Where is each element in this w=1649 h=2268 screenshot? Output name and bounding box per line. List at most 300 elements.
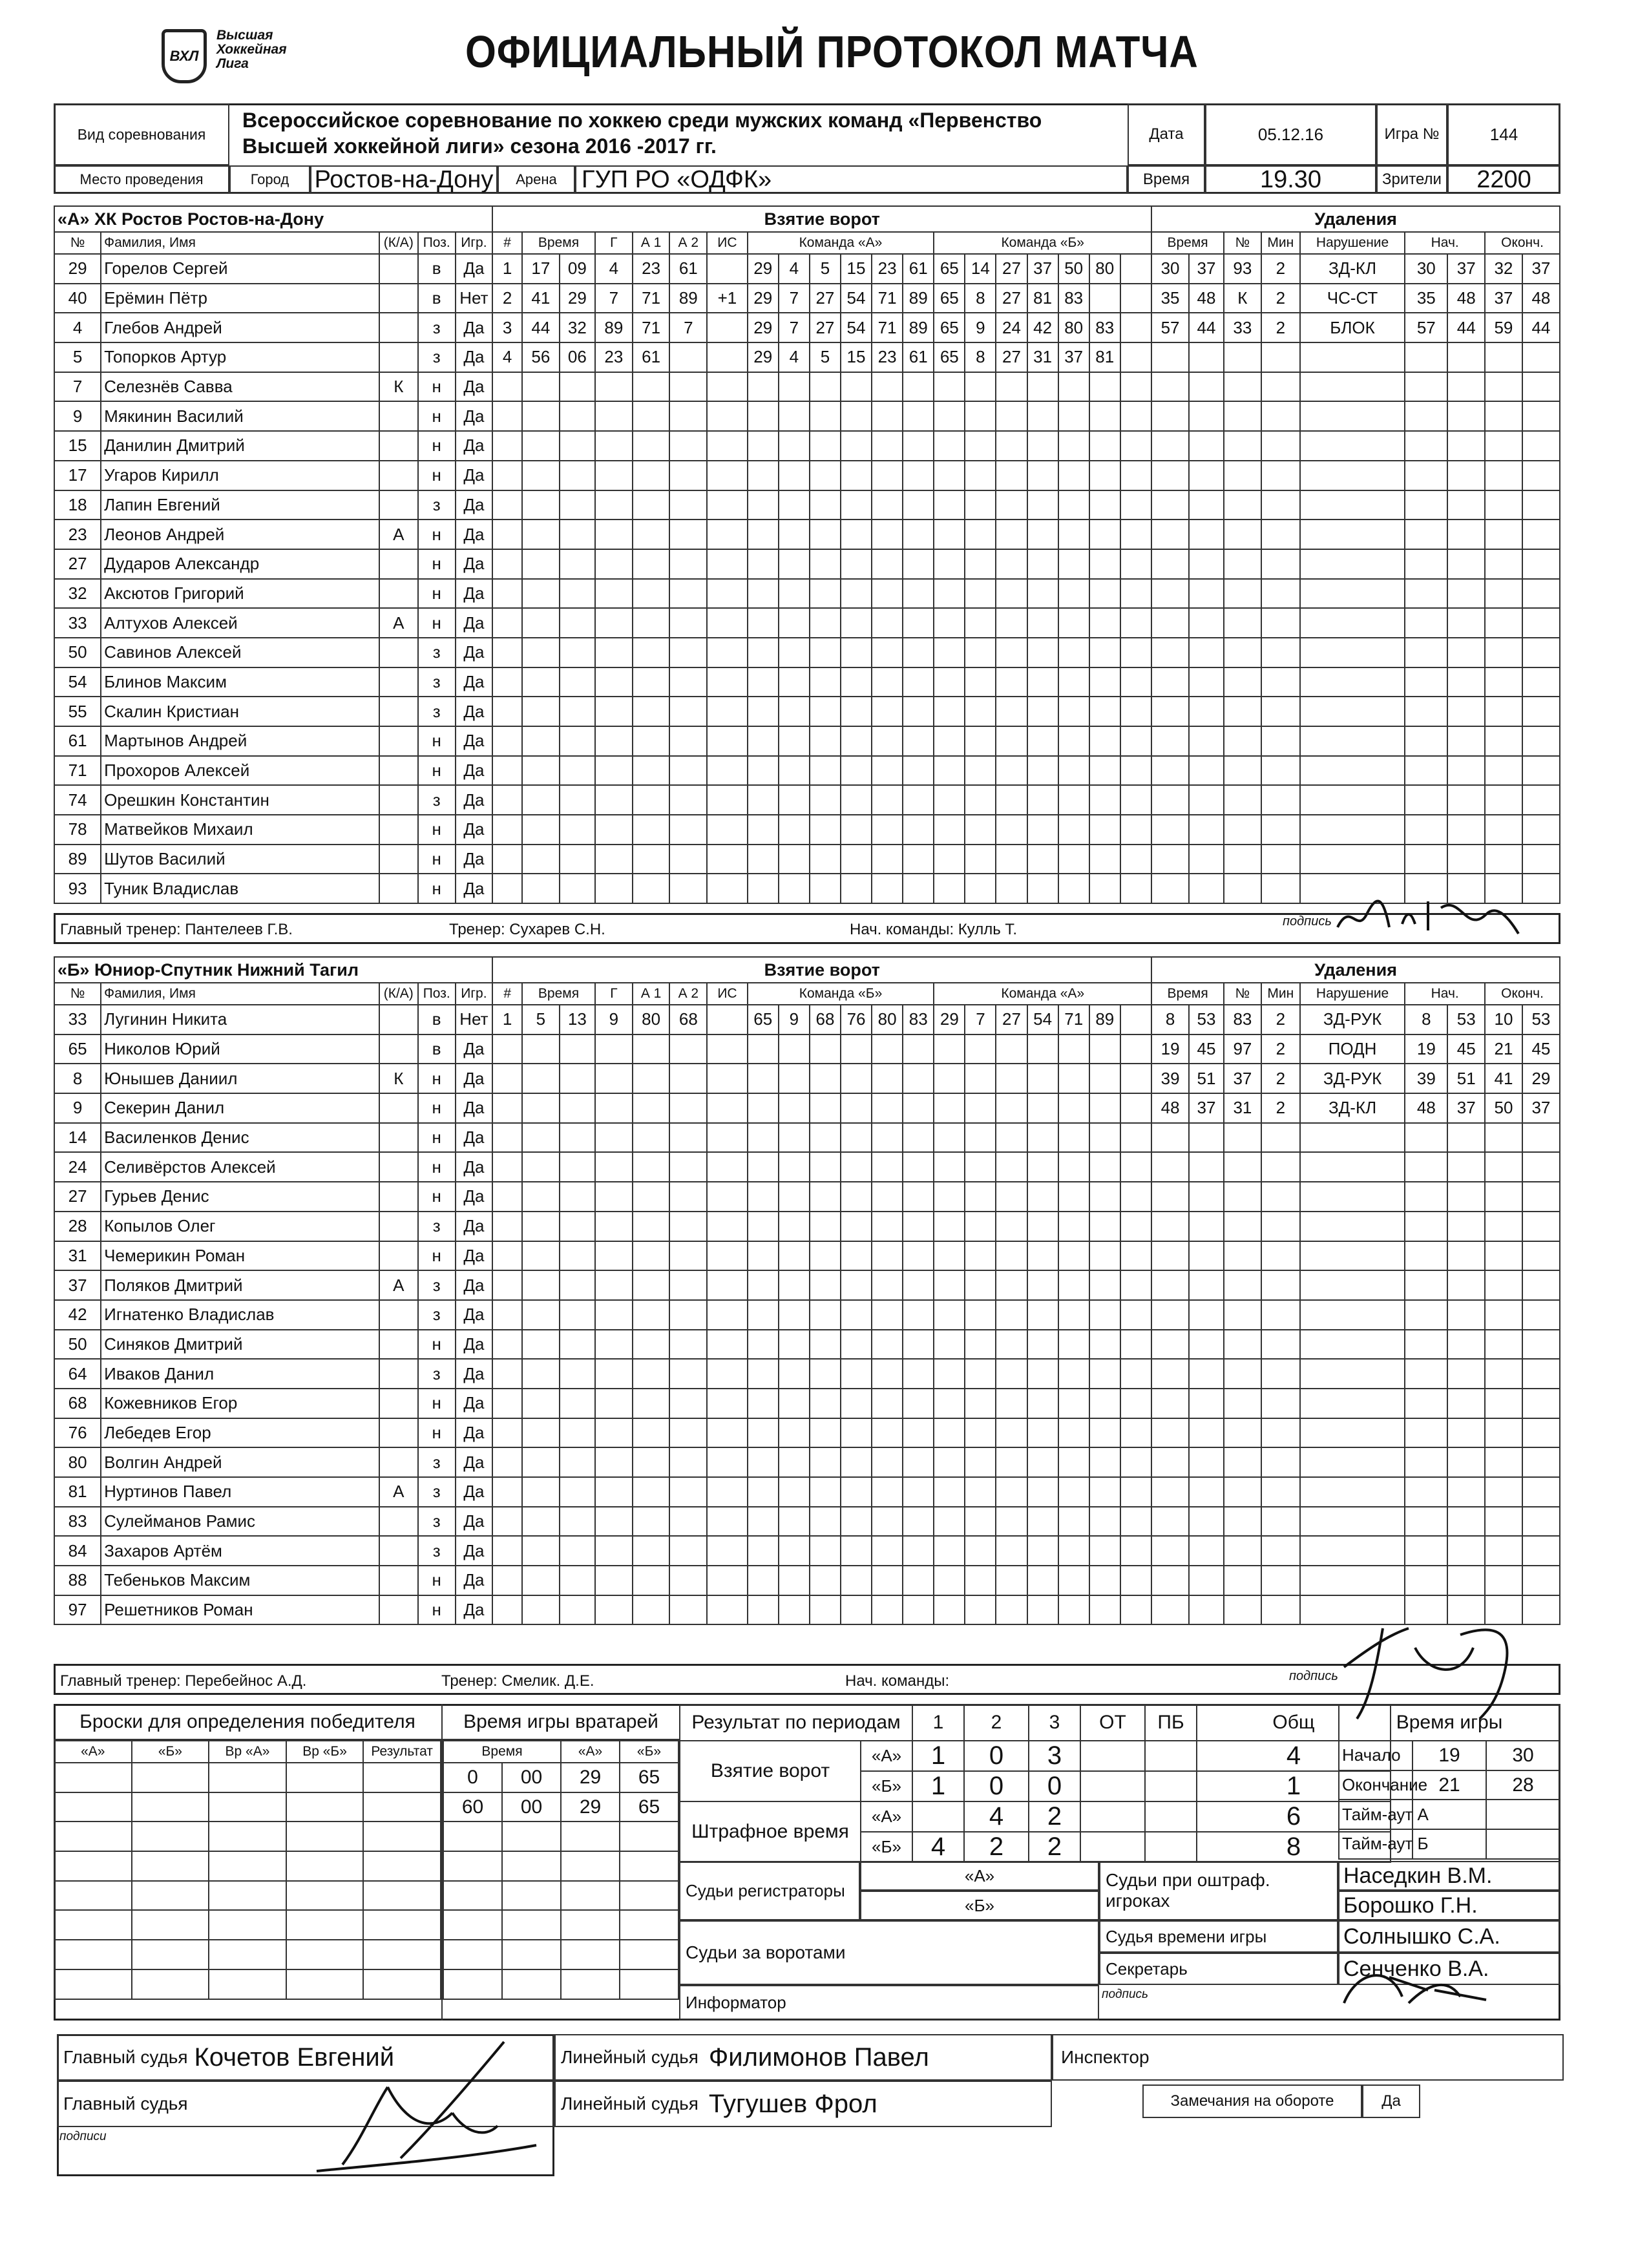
empty-cell [872, 431, 903, 461]
empty-cell [1224, 401, 1261, 431]
table-row [54, 1093, 1560, 1123]
empty-cell [1300, 490, 1405, 520]
player-role [379, 461, 418, 490]
empty-cell [1261, 697, 1300, 726]
empty-cell [1151, 372, 1189, 402]
goalie-cell [620, 1822, 678, 1851]
empty-cell [633, 845, 670, 874]
empty-cell [934, 401, 965, 431]
empty-cell [1405, 1212, 1447, 1241]
period-team: «А» [861, 1741, 912, 1771]
empty-cell [1089, 1300, 1120, 1330]
empty-cell [1224, 874, 1261, 903]
empty-cell [965, 1241, 996, 1271]
game-time-title: Время игры [1339, 1705, 1560, 1741]
empty-cell [1261, 490, 1300, 520]
empty-cell [1027, 608, 1058, 638]
penalty-cell: 51 [1447, 1064, 1485, 1093]
player-name: Глебов Андрей [101, 313, 379, 342]
table-row [54, 1389, 1560, 1418]
empty-cell [1089, 697, 1120, 726]
empty-cell [522, 608, 560, 638]
empty-cell [1224, 1477, 1261, 1507]
player-position: з [418, 697, 456, 726]
empty-cell [633, 874, 670, 903]
empty-cell [1027, 785, 1058, 815]
empty-cell [1151, 461, 1189, 490]
empty-cell [1189, 874, 1224, 903]
empty-cell [996, 1270, 1027, 1300]
goalie-cell [443, 1822, 502, 1851]
empty-cell [560, 1034, 595, 1064]
goal-number: 1 [492, 1005, 522, 1034]
empty-cell [363, 1969, 441, 1999]
empty-cell [1120, 1152, 1151, 1182]
empty-cell [1300, 638, 1405, 667]
empty-cell [1261, 756, 1300, 786]
onice-own: 9 [779, 1005, 810, 1034]
empty-cell [810, 667, 841, 697]
empty-cell [1120, 1300, 1151, 1330]
empty-cell [707, 1270, 748, 1300]
empty-cell [903, 1034, 934, 1064]
empty-cell [1447, 608, 1485, 638]
empty-cell [1027, 1152, 1058, 1182]
empty-cell [903, 845, 934, 874]
empty-cell [1522, 1300, 1560, 1330]
player-position: н [418, 1389, 456, 1418]
player-played: Нет [456, 284, 493, 313]
empty-cell [1189, 1123, 1224, 1153]
penalty-cell: 93 [1224, 254, 1261, 284]
empty-cell [209, 1910, 286, 1940]
player-position: з [418, 490, 456, 520]
empty-cell [1027, 549, 1058, 579]
empty-cell [522, 815, 560, 845]
onice-own: 23 [872, 254, 903, 284]
empty-cell [841, 1477, 872, 1507]
empty-cell [965, 785, 996, 815]
empty-cell [1405, 1507, 1447, 1537]
empty-cell [633, 815, 670, 845]
empty-cell [1058, 1093, 1089, 1123]
goalie-cell: 60 [443, 1792, 502, 1822]
period-value: 6 [1197, 1801, 1391, 1832]
empty-cell [1151, 667, 1189, 697]
empty-cell [1120, 1359, 1151, 1389]
secretary-name: Сенченко В.А. [1338, 1953, 1560, 1985]
table-row [680, 1801, 1391, 1832]
period-value: 0 [1029, 1771, 1080, 1801]
goalie-table [443, 1740, 679, 2000]
empty-cell [492, 1477, 522, 1507]
empty-cell [1027, 431, 1058, 461]
player-role [379, 1152, 418, 1182]
empty-cell [522, 874, 560, 903]
col-no: № [54, 232, 101, 254]
empty-cell [492, 579, 522, 609]
col-played: Игр. [456, 983, 493, 1005]
empty-cell [934, 1566, 965, 1595]
empty-cell [934, 608, 965, 638]
empty-cell [492, 1536, 522, 1566]
empty-cell [492, 461, 522, 490]
empty-cell [1120, 1270, 1151, 1300]
empty-cell [1300, 726, 1405, 756]
empty-cell [841, 1389, 872, 1418]
player-position: н [418, 1182, 456, 1212]
empty-cell [707, 1447, 748, 1477]
end-label: Окончание [1339, 1770, 1413, 1800]
empty-cell [492, 1507, 522, 1537]
empty-cell [595, 1182, 633, 1212]
empty-cell [1522, 1418, 1560, 1448]
empty-cell [748, 1418, 779, 1448]
empty-cell [1089, 1359, 1120, 1389]
empty-cell [633, 1389, 670, 1418]
empty-cell [1089, 401, 1120, 431]
empty-cell [1261, 667, 1300, 697]
empty-cell [810, 845, 841, 874]
empty-cell [1485, 1359, 1522, 1389]
empty-cell [1485, 1182, 1522, 1212]
table-row [54, 431, 1560, 461]
empty-cell [209, 1851, 286, 1881]
empty-cell [669, 1330, 707, 1360]
col-ka: (К/А) [379, 983, 418, 1005]
onice-opp: 50 [1058, 254, 1089, 284]
empty-cell [1485, 1418, 1522, 1448]
empty-cell [595, 845, 633, 874]
player-played: Да [456, 1477, 493, 1507]
empty-cell [522, 1477, 560, 1507]
empty-cell [707, 756, 748, 786]
penalty-cell: 29 [1522, 1064, 1560, 1093]
period-col: Общ [1197, 1705, 1391, 1741]
player-played: Да [456, 549, 493, 579]
player-role [379, 785, 418, 815]
empty-cell [1300, 1507, 1405, 1537]
goalie-block [441, 1704, 679, 2021]
empty-cell [1522, 1447, 1560, 1477]
onice-own: 89 [903, 284, 934, 313]
empty-cell [1485, 520, 1522, 549]
col-pen-start: Нач. [1405, 983, 1485, 1005]
onice-opp [1089, 284, 1120, 313]
player-role [379, 1595, 418, 1625]
empty-cell [903, 1182, 934, 1212]
goalie-cell: 00 [502, 1763, 561, 1792]
team-a-table [54, 205, 1560, 904]
empty-cell [707, 1093, 748, 1123]
empty-cell [522, 1507, 560, 1537]
penalty-cell: 37 [1522, 254, 1560, 284]
penalty-cell: 83 [1224, 1005, 1261, 1034]
period-value [1145, 1801, 1197, 1832]
empty-cell [872, 1330, 903, 1360]
player-position: з [418, 1300, 456, 1330]
penalty-cell: 39 [1151, 1064, 1189, 1093]
league-logo: ВХЛ [162, 29, 207, 83]
penalty-cell: ЗД-КЛ [1300, 254, 1405, 284]
empty-cell [1058, 461, 1089, 490]
player-number: 33 [54, 608, 101, 638]
player-played: Да [456, 874, 493, 903]
empty-cell [560, 1536, 595, 1566]
empty-cell [1261, 549, 1300, 579]
empty-cell [492, 1359, 522, 1389]
player-position: н [418, 608, 456, 638]
empty-cell [1300, 461, 1405, 490]
empty-cell [1522, 1241, 1560, 1271]
player-number: 65 [54, 1034, 101, 1064]
empty-cell [1151, 1182, 1189, 1212]
empty-cell [934, 667, 965, 697]
team-b-signature-label: подпись [1289, 1669, 1338, 1683]
table-row [54, 313, 1560, 342]
empty-cell [934, 638, 965, 667]
empty-cell [1300, 608, 1405, 638]
player-position: н [418, 1418, 456, 1448]
empty-cell [810, 1418, 841, 1448]
empty-cell [595, 431, 633, 461]
empty-cell [1151, 1359, 1189, 1389]
empty-cell [669, 372, 707, 402]
penalty-cell: 97 [1224, 1034, 1261, 1064]
player-name: Синяков Дмитрий [101, 1330, 379, 1360]
empty-cell [1151, 1152, 1189, 1182]
empty-cell [965, 549, 996, 579]
empty-cell [1485, 667, 1522, 697]
empty-cell [748, 461, 779, 490]
empty-cell [633, 1241, 670, 1271]
empty-cell [965, 1447, 996, 1477]
empty-cell [1522, 1152, 1560, 1182]
empty-cell [1522, 1270, 1560, 1300]
empty-cell [522, 1536, 560, 1566]
empty-cell [1522, 401, 1560, 431]
table-row [443, 1881, 678, 1911]
empty-cell [872, 1034, 903, 1064]
empty-cell [810, 1152, 841, 1182]
table-row [54, 756, 1560, 786]
table-row [54, 1447, 1560, 1477]
goal-situation: +1 [707, 284, 748, 313]
empty-cell [872, 1536, 903, 1566]
penalty-cell: 2 [1261, 284, 1300, 313]
empty-cell [560, 1330, 595, 1360]
player-position: з [418, 1477, 456, 1507]
shootout-title: Броски для определения победителя [54, 1704, 441, 1740]
empty-cell [707, 520, 748, 549]
empty-cell [1189, 667, 1224, 697]
empty-cell [1485, 1507, 1522, 1537]
empty-cell [1447, 401, 1485, 431]
goal-assist2: 89 [669, 284, 707, 313]
empty-cell [522, 1389, 560, 1418]
player-played: Да [456, 1359, 493, 1389]
empty-cell [633, 1359, 670, 1389]
period-value: 4 [912, 1832, 964, 1862]
empty-cell [996, 1212, 1027, 1241]
empty-cell [595, 815, 633, 845]
empty-cell [492, 520, 522, 549]
empty-cell [841, 1241, 872, 1271]
empty-cell [872, 1389, 903, 1418]
empty-cell [810, 1507, 841, 1537]
empty-cell [560, 874, 595, 903]
empty-cell [810, 1093, 841, 1123]
player-position: з [418, 638, 456, 667]
empty-cell [1058, 490, 1089, 520]
empty-cell [522, 549, 560, 579]
empty-cell [872, 667, 903, 697]
period-value: 8 [1197, 1832, 1391, 1862]
empty-cell [1447, 667, 1485, 697]
empty-cell [1058, 579, 1089, 609]
empty-cell [492, 1034, 522, 1064]
empty-cell [1300, 1270, 1405, 1300]
inspector-label: Инспектор [1052, 2034, 1564, 2081]
team-a-chief: Нач. команды: Кулль Т. [850, 921, 1018, 938]
empty-cell [841, 1212, 872, 1241]
empty-cell [669, 520, 707, 549]
empty-cell [560, 1389, 595, 1418]
empty-cell [996, 845, 1027, 874]
empty-cell [1224, 342, 1261, 372]
empty-cell [841, 520, 872, 549]
empty-cell [1261, 1595, 1300, 1625]
empty-cell [996, 372, 1027, 402]
empty-cell [595, 756, 633, 786]
empty-cell [748, 1212, 779, 1241]
empty-cell [1089, 1212, 1120, 1241]
empty-cell [669, 1418, 707, 1448]
empty-cell [560, 785, 595, 815]
head-ref-signature [304, 2035, 549, 2184]
player-position: в [418, 1034, 456, 1064]
player-number: 78 [54, 815, 101, 845]
penalty-cell: 10 [1485, 1005, 1522, 1034]
empty-cell [1405, 1241, 1447, 1271]
empty-cell [903, 1477, 934, 1507]
empty-cell [1224, 1566, 1261, 1595]
empty-cell [707, 1418, 748, 1448]
empty-cell [810, 1359, 841, 1389]
penalty-cell: 2 [1261, 1034, 1300, 1064]
empty-cell [841, 1064, 872, 1093]
empty-cell [1300, 1123, 1405, 1153]
onice-own: 5 [810, 342, 841, 372]
empty-cell [595, 726, 633, 756]
col-a2: А 2 [669, 983, 707, 1005]
empty-cell [560, 431, 595, 461]
goalie-cell [502, 1940, 561, 1969]
player-name: Мартынов Андрей [101, 726, 379, 756]
goalie-cell [502, 1969, 561, 1999]
player-role [379, 254, 418, 284]
empty-cell [1405, 845, 1447, 874]
onice-opp: 29 [934, 1005, 965, 1034]
empty-cell [965, 726, 996, 756]
empty-cell [1261, 579, 1300, 609]
onice-own: 27 [810, 313, 841, 342]
empty-cell [965, 1212, 996, 1241]
empty-cell [1027, 1536, 1058, 1566]
empty-cell [669, 461, 707, 490]
player-role [379, 1536, 418, 1566]
empty-cell [872, 401, 903, 431]
onice-opp: 8 [965, 342, 996, 372]
empty-cell [903, 1359, 934, 1389]
empty-cell [1405, 608, 1447, 638]
empty-cell [1151, 638, 1189, 667]
empty-cell [1447, 1123, 1485, 1153]
player-number: 81 [54, 1477, 101, 1507]
empty-cell [872, 1212, 903, 1241]
empty-cell [1120, 1212, 1151, 1241]
empty-cell [872, 815, 903, 845]
empty-cell [748, 549, 779, 579]
empty-cell [1485, 342, 1522, 372]
goal-assist1: 71 [633, 313, 670, 342]
empty-cell [779, 1270, 810, 1300]
team-b-table [54, 956, 1560, 1625]
empty-cell [903, 726, 934, 756]
empty-cell [748, 372, 779, 402]
table-row [54, 1300, 1560, 1330]
penalty-cell: 48 [1151, 1093, 1189, 1123]
penalty-cell: 44 [1522, 313, 1560, 342]
empty-cell [1485, 1536, 1522, 1566]
empty-cell [1224, 1330, 1261, 1360]
empty-cell [1120, 342, 1151, 372]
player-played: Да [456, 1241, 493, 1271]
empty-cell [841, 815, 872, 845]
player-role [379, 697, 418, 726]
empty-cell [1300, 520, 1405, 549]
empty-cell [633, 1507, 670, 1537]
empty-cell [810, 726, 841, 756]
empty-cell [934, 1418, 965, 1448]
empty-cell [934, 1123, 965, 1153]
empty-cell [1120, 1330, 1151, 1360]
table-row [443, 1763, 678, 1792]
empty-cell [748, 1330, 779, 1360]
empty-cell [595, 549, 633, 579]
goalie-cell [502, 1851, 561, 1881]
goalie-cell [561, 1969, 620, 1999]
spectators-value: 2200 [1447, 165, 1560, 194]
onice-opp: 7 [965, 1005, 996, 1034]
empty-cell [1300, 431, 1405, 461]
empty-cell [707, 1034, 748, 1064]
empty-cell [934, 1389, 965, 1418]
empty-cell [1300, 1182, 1405, 1212]
empty-cell [1189, 1270, 1224, 1300]
player-played: Да [456, 490, 493, 520]
empty-cell [1522, 1123, 1560, 1153]
empty-cell [965, 1123, 996, 1153]
empty-cell [996, 1418, 1027, 1448]
goalie-cell [561, 1822, 620, 1851]
empty-cell [522, 1418, 560, 1448]
player-name: Василенков Денис [101, 1123, 379, 1153]
goal-number: 4 [492, 342, 522, 372]
time-value: 19.30 [1205, 165, 1376, 194]
empty-cell [1189, 1212, 1224, 1241]
empty-cell [707, 579, 748, 609]
